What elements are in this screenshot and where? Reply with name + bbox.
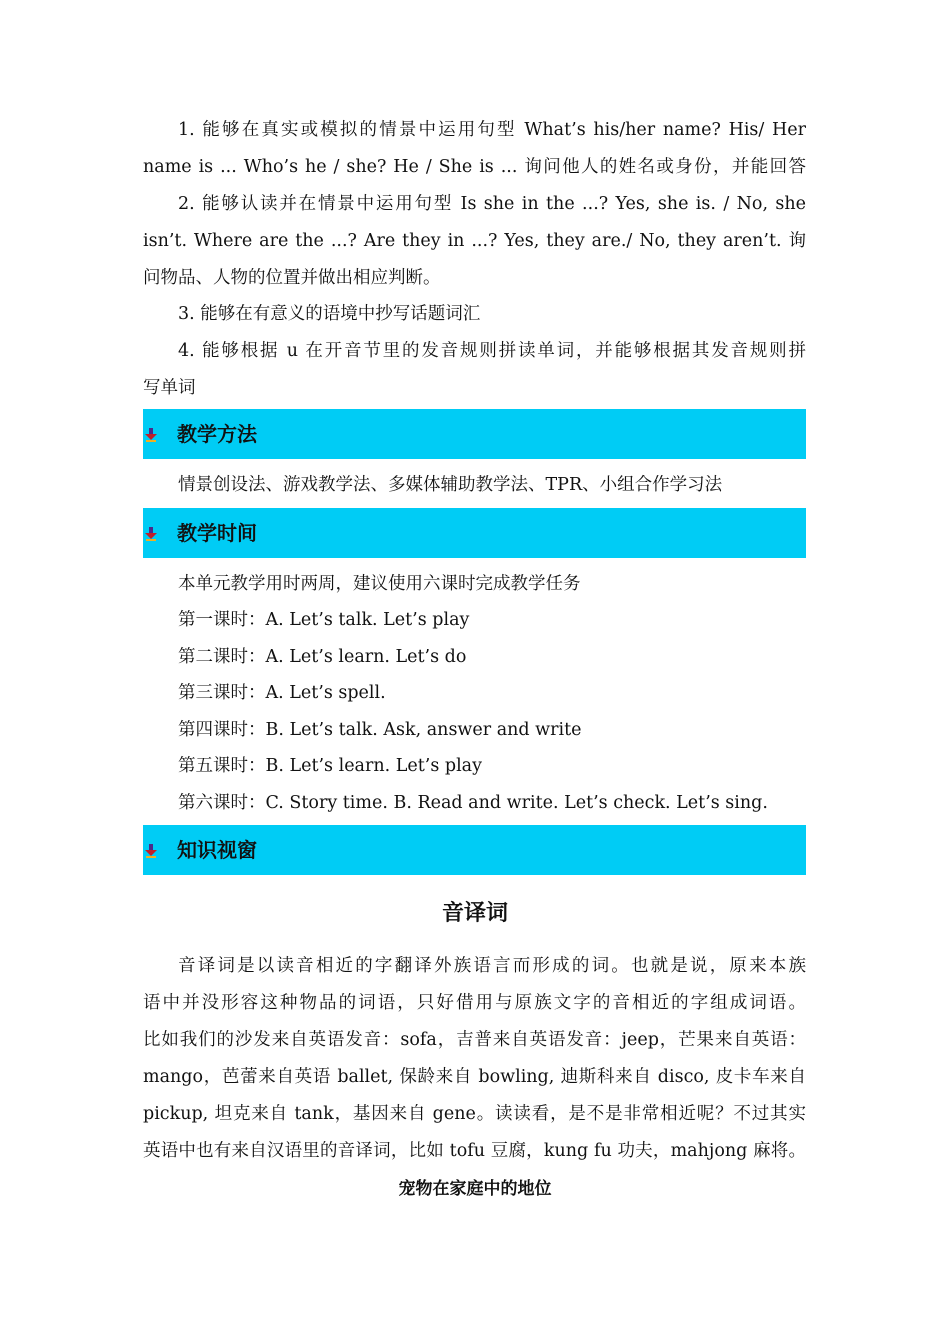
article-subtitle: 宠物在家庭中的地位 — [398, 1179, 552, 1199]
section-banner-knowledge — [143, 825, 806, 875]
schedule-lesson-2: 第二课时：A. Let’s learn. Let’s do — [178, 647, 467, 667]
schedule-lesson-5: 第五课时：B. Let’s learn. Let’s play — [178, 756, 482, 776]
section-heading-methods: 教学方法 — [177, 422, 257, 446]
objective-2-line-1: 2. 能够认读并在情景中运用句型 Is she in the ...? Yes, she is. / No, she — [178, 194, 806, 214]
article-line-6: 英语中也有来自汉语里的音译词，比如 tofu 豆腐，kung fu 功夫，mahjong 麻将。 — [143, 1141, 806, 1161]
section-heading-knowledge: 知识视窗 — [177, 838, 257, 862]
article-line-3: 比如我们的沙发来自英语发音：sofa，吉普来自英语发音：jeep，芒果来自英语： — [143, 1030, 806, 1050]
section-banner-methods — [143, 409, 806, 459]
schedule-intro: 本单元教学用时两周，建议使用六课时完成教学任务 — [178, 574, 581, 594]
objective-1-line-1: 1. 能够在真实或模拟的情景中运用句型 What’s his/her name? His/ Her — [178, 120, 806, 140]
objective-3: 3. 能够在有意义的语境中抄写话题词汇 — [178, 304, 481, 324]
arrow-bullet-icon — [145, 527, 157, 541]
objective-1-line-2: name is ... Who’s he / she? He / She is ... 询问他人的姓名或身份，并能回答 — [143, 157, 806, 177]
section-heading-schedule: 教学时间 — [177, 521, 257, 545]
objective-4-line-2: 写单词 — [143, 378, 196, 398]
schedule-lesson-1: 第一课时：A. Let’s talk. Let’s play — [178, 610, 470, 630]
objective-2-line-3: 问物品、人物的位置并做出相应判断。 — [143, 268, 441, 288]
schedule-lesson-6: 第六课时：C. Story time. B. Read and write. Let’s check. Let’s sing. — [178, 793, 768, 813]
article-line-1: 音译词是以读音相近的字翻译外族语言而形成的词。也就是说，原来本族 — [178, 956, 806, 976]
article-title: 音译词 — [441, 901, 508, 926]
section-banner-schedule — [143, 508, 806, 558]
article-line-4: mango，芭蕾来自英语 ballet, 保龄来自 bowling, 迪斯科来自 disco, 皮卡车来自 — [143, 1067, 806, 1087]
schedule-lesson-3: 第三课时：A. Let’s spell. — [178, 683, 386, 703]
schedule-lesson-4: 第四课时：B. Let’s talk. Ask, answer and write — [178, 720, 582, 740]
arrow-bullet-icon — [145, 428, 157, 442]
methods-text: 情景创设法、游戏教学法、多媒体辅助教学法、TPR、小组合作学习法 — [178, 475, 723, 495]
article-line-5: pickup, 坦克来自 tank，基因来自 gene。读读看，是不是非常相近呢？不过其实 — [143, 1104, 806, 1124]
arrow-bullet-icon — [145, 844, 157, 858]
objective-4-line-1: 4. 能够根据 u 在开音节里的发音规则拼读单词，并能够根据其发音规则拼 — [178, 341, 806, 361]
article-line-2: 语中并没形容这种物品的词语，只好借用与原族文字的音相近的字组成词语。 — [143, 993, 806, 1013]
objective-2-line-2: isn’t. Where are the ...? Are they in ...? Yes, they are./ No, they aren’t. 询 — [143, 231, 806, 251]
